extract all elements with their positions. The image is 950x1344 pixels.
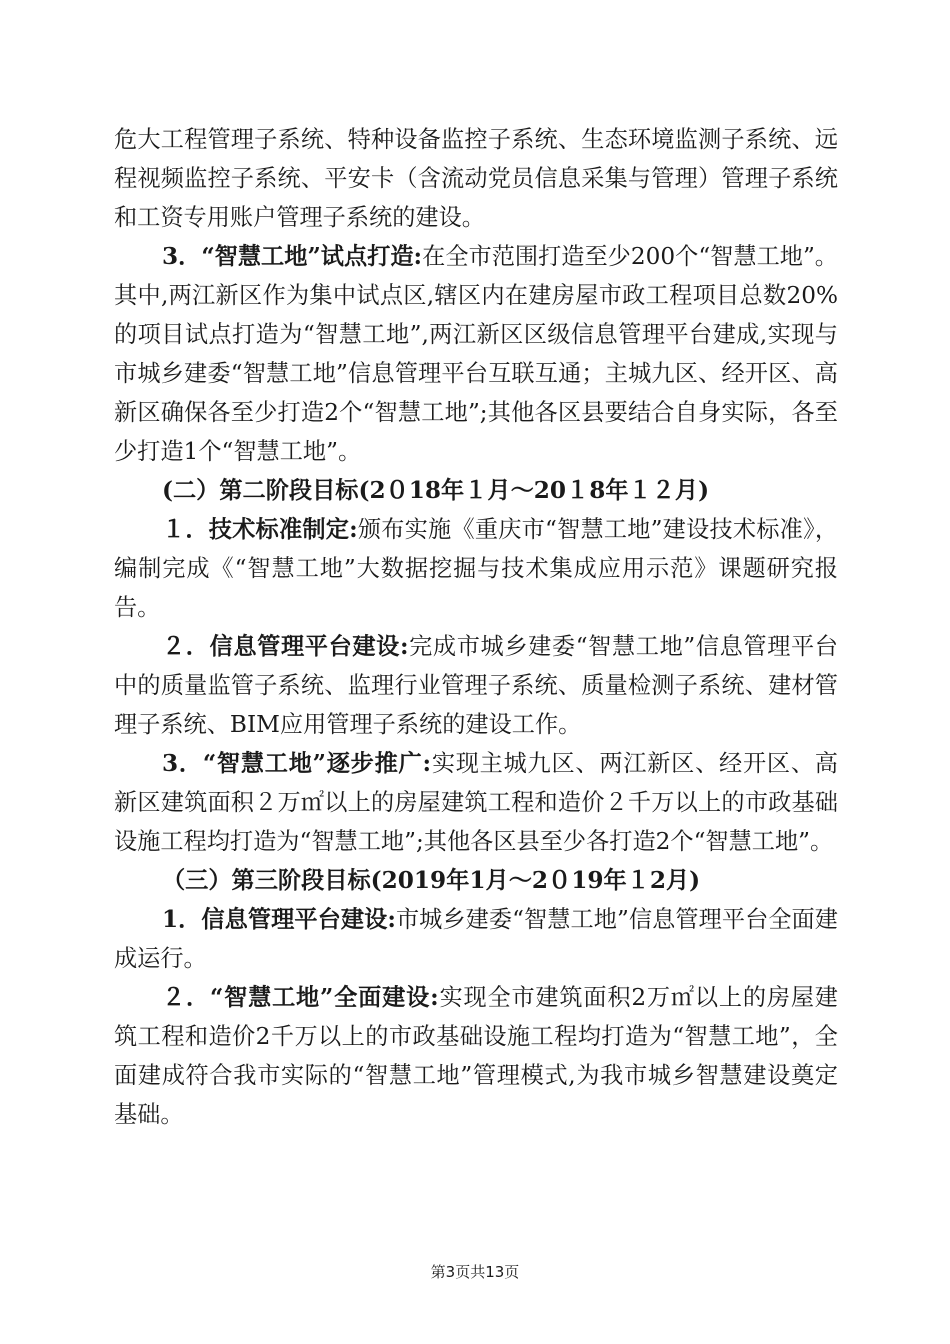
paragraph-promotion — [114, 744, 838, 861]
paragraph-body: 在全市范围打造至少200个“智慧工地”。其中,两江新区作为集中试点区,辖区内在建房屋市政工程项目总数20%的项目试点打造为“智慧工地”,两江新区区级信息管理平台建成,实现与市城乡建委“智慧工地”信息管理平台互联互通；主城九区、经开区、高新区确保各至少打造2个“智慧工地”;其他各区县要结合自身实际，各至少打造1个“智慧工地”。 — [114, 243, 838, 465]
section-heading-stage-two — [114, 471, 838, 510]
paragraph-body: 危大工程管理子系统、特种设备监控子系统、生态环境监测子系统、远程视频监控子系统、平安卡（含流动党员信息采集与管理）管理子系统和工资专用账户管理子系统的建设。 — [114, 126, 838, 231]
section-heading-stage-three — [114, 861, 838, 900]
paragraph-lead: 1．信息管理平台建设: — [162, 906, 396, 933]
paragraph-body: 实现主城九区、两江新区、经开区、高新区建筑面积２万㎡以上的房屋建筑工程和造价２千万以上的市政基础设施工程均打造为“智慧工地”;其他各区县至少各打造2个“智慧工地”。 — [114, 750, 838, 855]
paragraph-standards — [114, 510, 838, 627]
paragraph-full-construction — [114, 978, 838, 1134]
paragraph-continuation — [114, 120, 838, 237]
page-footer: 第3页共13页 — [430, 1263, 520, 1281]
paragraph-lead: ２．信息管理平台建设: — [162, 633, 409, 660]
paragraph-platform — [114, 627, 838, 744]
paragraph-platform-complete — [114, 900, 838, 978]
paragraph-body: 市城乡建委“智慧工地”信息管理平台全面建成运行。 — [114, 906, 838, 972]
paragraph-lead: 3．“智慧工地”逐步推广: — [162, 750, 432, 777]
paragraph-body: 完成市城乡建委“智慧工地”信息管理平台中的质量监管子系统、监理行业管理子系统、质量检测子系统、建材管理子系统、BIM应用管理子系统的建设工作。 — [114, 633, 838, 738]
paragraph-pilot — [114, 237, 838, 471]
paragraph-body: 实现全市建筑面积2万㎡以上的房屋建筑工程和造价2千万以上的市政基础设施工程均打造为“智慧工地”，全面建成符合我市实际的“智慧工地”管理模式,为我市城乡智慧建设奠定基础。 — [114, 984, 838, 1128]
section-heading-text: (二）第二阶段目标(2０18年１月～20１8年１２月) — [162, 477, 710, 504]
paragraph-body: 颁布实施《重庆市“智慧工地”建设技术标准》，编制完成《“智慧工地”大数据挖掘与技术集成应用示范》课题研究报告。 — [114, 516, 839, 621]
paragraph-lead: ２．“智慧工地”全面建设: — [162, 984, 439, 1011]
paragraph-lead: 3．“智慧工地”试点打造: — [162, 243, 423, 270]
section-heading-text: （三）第三阶段目标(2019年1月～2０19年１2月) — [162, 867, 701, 894]
paragraph-lead: １．技术标准制定: — [162, 516, 358, 543]
document-body — [114, 120, 838, 1134]
